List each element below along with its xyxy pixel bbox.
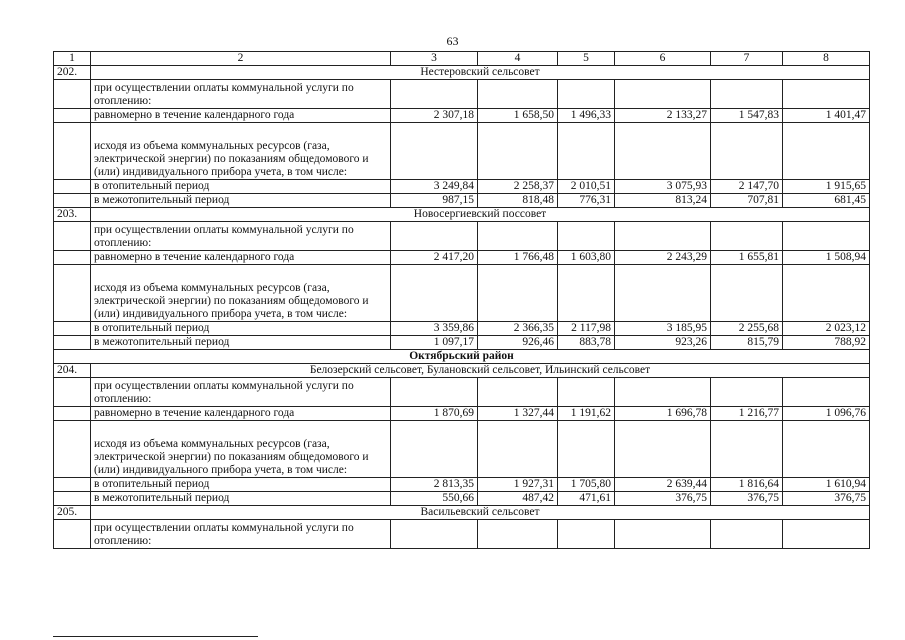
- section-row: [54, 364, 870, 378]
- value-cell: 3 249,84: [391, 180, 478, 194]
- column-header: 6: [615, 52, 711, 66]
- value-cell: 2 366,35: [478, 322, 558, 336]
- value-cell: 1 547,83: [711, 109, 783, 123]
- value-cell: 2 117,98: [558, 322, 615, 336]
- footnote-divider: [53, 636, 258, 637]
- value-cell: 1 816,64: [711, 478, 783, 492]
- row-label: исходя из объема коммунальных ресурсов (газа, электрической энергии) по показаниям общедомового и (или) индивидуального прибора учета, в том числе:: [91, 123, 391, 180]
- value-cell: 3 359,86: [391, 322, 478, 336]
- table-row: [54, 123, 870, 180]
- row-label: в отопительный период: [91, 322, 391, 336]
- value-cell: 1 603,80: [558, 251, 615, 265]
- row-label: равномерно в течение календарного года: [91, 109, 391, 123]
- row-label: исходя из объема коммунальных ресурсов (газа, электрической энергии) по показаниям общедомового и (или) индивидуального прибора учета, в том числе:: [91, 265, 391, 322]
- row-label: равномерно в течение календарного года: [91, 251, 391, 265]
- table-row: [54, 520, 870, 549]
- value-cell: 815,79: [711, 336, 783, 350]
- column-header: 4: [478, 52, 558, 66]
- column-number-row: [54, 52, 870, 66]
- row-label: в межотопительный период: [91, 336, 391, 350]
- page-number: 63: [446, 34, 459, 48]
- row-label: исходя из объема коммунальных ресурсов (газа, электрической энергии) по показаниям общедомового и (или) индивидуального прибора учета, в том числе:: [91, 421, 391, 478]
- column-header: 1: [54, 52, 91, 66]
- section-number: 204.: [54, 364, 91, 378]
- value-cell: 376,75: [783, 492, 870, 506]
- row-label: равномерно в течение календарного года: [91, 407, 391, 421]
- row-label: в отопительный период: [91, 478, 391, 492]
- row-label: при осуществлении оплаты коммунальной услуги по отоплению:: [91, 378, 391, 407]
- value-cell: 2 010,51: [558, 180, 615, 194]
- value-cell: 1 216,77: [711, 407, 783, 421]
- region-heading-row: [54, 350, 870, 364]
- table-row: [54, 80, 870, 109]
- value-cell: 1 508,94: [783, 251, 870, 265]
- value-cell: 788,92: [783, 336, 870, 350]
- table-row: [54, 336, 870, 350]
- value-cell: 487,42: [478, 492, 558, 506]
- value-cell: 1 401,47: [783, 109, 870, 123]
- value-cell: 376,75: [615, 492, 711, 506]
- section-row: [54, 506, 870, 520]
- value-cell: 2 639,44: [615, 478, 711, 492]
- value-cell: 1 696,78: [615, 407, 711, 421]
- value-cell: 1 658,50: [478, 109, 558, 123]
- tariff-table: [53, 51, 870, 549]
- value-cell: 923,26: [615, 336, 711, 350]
- section-name: Белозерский сельсовет, Булановский сельсовет, Ильинский сельсовет: [91, 364, 870, 378]
- value-cell: 3 185,95: [615, 322, 711, 336]
- value-cell: 1 097,17: [391, 336, 478, 350]
- table-row: [54, 222, 870, 251]
- value-cell: 2 133,27: [615, 109, 711, 123]
- region-heading: Октябрьский район: [54, 350, 870, 364]
- value-cell: 1 096,76: [783, 407, 870, 421]
- column-header: 5: [558, 52, 615, 66]
- value-cell: 2 147,70: [711, 180, 783, 194]
- section-name: Новосергиевский поссовет: [91, 208, 870, 222]
- value-cell: 376,75: [711, 492, 783, 506]
- table-row: [54, 478, 870, 492]
- value-cell: 3 075,93: [615, 180, 711, 194]
- table-row: [54, 180, 870, 194]
- value-cell: 926,46: [478, 336, 558, 350]
- section-name: Васильевский сельсовет: [91, 506, 870, 520]
- table-row: [54, 194, 870, 208]
- value-cell: 2 023,12: [783, 322, 870, 336]
- table-row: [54, 265, 870, 322]
- row-label: при осуществлении оплаты коммунальной услуги по отоплению:: [91, 520, 391, 549]
- value-cell: 1 610,94: [783, 478, 870, 492]
- value-cell: 883,78: [558, 336, 615, 350]
- section-name: Нестеровский сельсовет: [91, 66, 870, 80]
- column-header: 2: [91, 52, 391, 66]
- table-row: [54, 109, 870, 123]
- value-cell: 987,15: [391, 194, 478, 208]
- value-cell: 1 870,69: [391, 407, 478, 421]
- value-cell: 813,24: [615, 194, 711, 208]
- table-row: [54, 421, 870, 478]
- section-number: 202.: [54, 66, 91, 80]
- value-cell: 1 655,81: [711, 251, 783, 265]
- value-cell: 1 191,62: [558, 407, 615, 421]
- table-row: [54, 407, 870, 421]
- value-cell: 1 496,33: [558, 109, 615, 123]
- value-cell: 818,48: [478, 194, 558, 208]
- value-cell: 1 705,80: [558, 478, 615, 492]
- section-number: 203.: [54, 208, 91, 222]
- section-row: [54, 66, 870, 80]
- row-label: в отопительный период: [91, 180, 391, 194]
- value-cell: 1 927,31: [478, 478, 558, 492]
- value-cell: 2 417,20: [391, 251, 478, 265]
- value-cell: 1 766,48: [478, 251, 558, 265]
- row-label: при осуществлении оплаты коммунальной услуги по отоплению:: [91, 80, 391, 109]
- column-header: 3: [391, 52, 478, 66]
- column-header: 8: [783, 52, 870, 66]
- value-cell: 471,61: [558, 492, 615, 506]
- value-cell: 550,66: [391, 492, 478, 506]
- table-row: [54, 251, 870, 265]
- section-row: [54, 208, 870, 222]
- table-row: [54, 322, 870, 336]
- row-label: при осуществлении оплаты коммунальной услуги по отоплению:: [91, 222, 391, 251]
- value-cell: 2 255,68: [711, 322, 783, 336]
- value-cell: 2 307,18: [391, 109, 478, 123]
- value-cell: 1 327,44: [478, 407, 558, 421]
- value-cell: 707,81: [711, 194, 783, 208]
- row-label: в межотопительный период: [91, 492, 391, 506]
- column-header: 7: [711, 52, 783, 66]
- table-row: [54, 492, 870, 506]
- row-label: в межотопительный период: [91, 194, 391, 208]
- table-row: [54, 378, 870, 407]
- value-cell: 2 243,29: [615, 251, 711, 265]
- value-cell: 776,31: [558, 194, 615, 208]
- value-cell: 1 915,65: [783, 180, 870, 194]
- value-cell: 2 258,37: [478, 180, 558, 194]
- value-cell: 681,45: [783, 194, 870, 208]
- section-number: 205.: [54, 506, 91, 520]
- value-cell: 2 813,35: [391, 478, 478, 492]
